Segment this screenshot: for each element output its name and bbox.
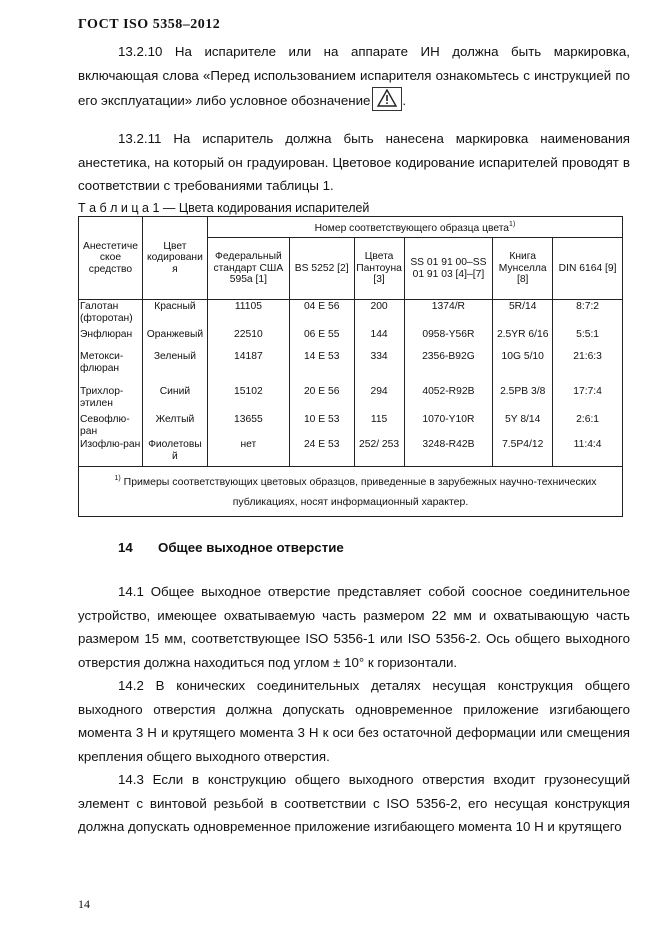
table-row (79, 328, 623, 350)
table-cell-ss: 1374/R (404, 300, 493, 329)
table-cell-din: 5:5:1 (553, 328, 623, 350)
table-footnote: $^{1)}$ Примеры соответствующих цветовых образцов, приведенные в зарубежных научно-технических публикациях, носят информационный характер. (79, 467, 623, 517)
table-cell-ss: 3248-R42B (404, 438, 493, 467)
table-cell-ss: 1070-Y10R (404, 413, 493, 438)
table-cell-munsell: 5R/14 (493, 300, 553, 329)
paragraph-14-1: 14.1 Общее выходное отверстие представляет собой соосное соединительное устройство, имеющее охватываемую часть размером 22 мм и охватывающую часть размером 15 мм, соответствующее ISO 5356-1 или ISO 5356-2. Ось общего выходного отверстия должна находиться под углом ± 10° к горизонтали. (78, 584, 630, 670)
color-code-table (78, 216, 623, 517)
table-cell-munsell: 7.5P4/12 (493, 438, 553, 467)
table-cell-pantone: 200 (354, 300, 404, 329)
table-row (79, 350, 623, 385)
table-cell-fed: 15102 (207, 385, 289, 413)
table-cell-fed: 13655 (207, 413, 289, 438)
table-cell-pantone: 144 (354, 328, 404, 350)
page-number: 14 (78, 897, 90, 911)
table-cell-bs: 10 E 53 (289, 413, 354, 438)
col-header-bs: BS 5252 [2] (289, 238, 354, 300)
table-row (79, 385, 623, 413)
table-cell-fed: 22510 (207, 328, 289, 350)
paragraph-14-3: 14.3 Если в конструкцию общего выходного отверстия входит грузонесущий элемент с винтовой резьбой в соответствии с ISO 5356-2, его несущая конструкция должна допускать одновременное приложение изгибающего момента 10 Н и крутящего (78, 772, 630, 834)
table-cell-pantone: 294 (354, 385, 404, 413)
table-cell-ss: 4052-R92B (404, 385, 493, 413)
col-header-pantone: Цвета Пантоуна [3] (354, 238, 404, 300)
table-cell-color: Фиолетовы й (142, 438, 207, 467)
paragraph-14-2: 14.2 В конических соединительных деталях несущая конструкция общего выходного отверстия должна допускать одновременное приложение изгибающего момента 3 Н и крутящего момента 3 Н к оси без остаточной деформации или смещения крепления общего выходного отверстия. (78, 678, 630, 764)
table-cell-agent: Метокси-флюран (79, 350, 143, 385)
paragraph-13-2-11: 13.2.11 На испаритель должна быть нанесена маркировка наименования анестетика, на который он градуирован. Цветовое кодирование испарителей проводят в соответствии с требованиями таблицы 1. (78, 131, 630, 193)
table-cell-munsell: 10G 5/10 (493, 350, 553, 385)
table-cell-agent: Севофлю-ран (79, 413, 143, 438)
col-header-munsell: Книга Мунселла [8] (493, 238, 553, 300)
paragraph-text: 13.2.10 На испарителе или на аппарате ИН должна быть маркировка, включающая слова «Перед использованием испарителя ознакомьтесь с инструкцией по его эксплуатации» либо условное обозначение (78, 44, 630, 108)
table-cell-ss: 2356-B92G (404, 350, 493, 385)
document-header: ГОСТ ISO 5358–2012 (78, 17, 221, 32)
table-cell-bs: 14 E 53 (289, 350, 354, 385)
col-header-din: DIN 6164 [9] (553, 238, 623, 300)
section-title: Общее выходное отверстие (158, 540, 344, 555)
table-cell-din: 17:7:4 (553, 385, 623, 413)
table-cell-din: 2:6:1 (553, 413, 623, 438)
paragraph-text-end: . (402, 93, 407, 108)
section-number: 14 (118, 540, 133, 555)
table-row (79, 438, 623, 467)
table-cell-din: 8:7:2 (553, 300, 623, 329)
table-cell-color: Зеленый (142, 350, 207, 385)
warning-symbol-icon (372, 87, 402, 111)
table-cell-bs: 04 E 56 (289, 300, 354, 329)
table-cell-din: 21:6:3 (553, 350, 623, 385)
table-cell-munsell: 2.5YR 6/16 (493, 328, 553, 350)
table-cell-color: Оранжевый (142, 328, 207, 350)
table-cell-agent: Галотан (фторотан) (79, 300, 143, 329)
col-header-color: Цвет кодировани я (142, 217, 207, 300)
table-cell-agent: Энфлюран (79, 328, 143, 350)
table-cell-fed: 14187 (207, 350, 289, 385)
col-header-agent: Анестетиче ское средство (79, 217, 143, 300)
table-cell-pantone: 252/ 253 (354, 438, 404, 467)
group-header: Номер соответствующего образца цвета$^{1)}$ (207, 217, 622, 238)
table-cell-color: Желтый (142, 413, 207, 438)
table-cell-bs: 24 E 53 (289, 438, 354, 467)
table-cell-pantone: 334 (354, 350, 404, 385)
table-cell-agent: Трихлор-этилен (79, 385, 143, 413)
table-cell-munsell: 2.5PB 3/8 (493, 385, 553, 413)
col-header-ss: SS 01 91 00–SS 01 91 03 [4]–[7] (404, 238, 493, 300)
table-cell-fed: 11105 (207, 300, 289, 329)
table-cell-color: Красный (142, 300, 207, 329)
section-14-heading (118, 540, 344, 555)
paragraph-13-2-10 (78, 40, 630, 113)
table-cell-munsell: 5Y 8/14 (493, 413, 553, 438)
col-header-fed: Федеральный стандарт США 595а [1] (207, 238, 289, 300)
table-cell-agent: Изофлю-ран (79, 438, 143, 467)
table-cell-bs: 06 E 55 (289, 328, 354, 350)
table-cell-ss: 0958-Y56R (404, 328, 493, 350)
table-row (79, 300, 623, 329)
table-cell-pantone: 115 (354, 413, 404, 438)
table-cell-din: 11:4:4 (553, 438, 623, 467)
table-cell-color: Синий (142, 385, 207, 413)
table-cell-fed: нет (207, 438, 289, 467)
table-row (79, 413, 623, 438)
table-cell-bs: 20 E 56 (289, 385, 354, 413)
table-caption: Т а б л и ц а 1 — Цвета кодирования испарителей (78, 201, 370, 215)
